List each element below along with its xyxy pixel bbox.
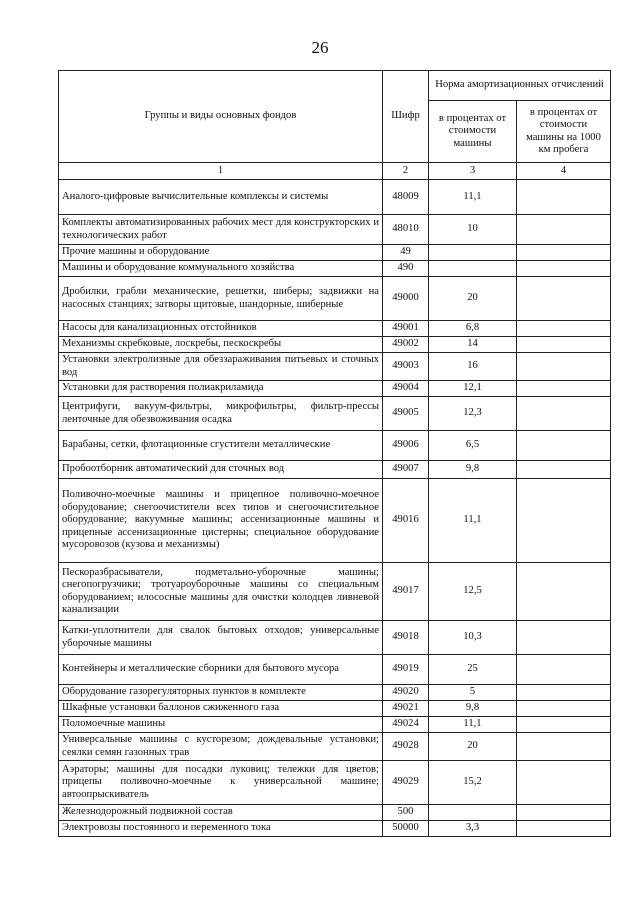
row-pct-cost: 12,1 [429, 381, 517, 397]
row-code: 49004 [383, 381, 429, 397]
table-row [59, 761, 611, 805]
table-row [59, 431, 611, 461]
row-code: 49000 [383, 277, 429, 321]
row-pct-cost: 5 [429, 685, 517, 701]
row-pct-cost: 20 [429, 277, 517, 321]
table-row [59, 563, 611, 621]
table-row [59, 655, 611, 685]
row-name: Контейнеры и металлические сборники для бытового мусора [59, 655, 383, 685]
table-row [59, 277, 611, 321]
table-row [59, 717, 611, 733]
row-pct-cost: 12,3 [429, 397, 517, 431]
page-number: 26 [311, 38, 329, 57]
table-row [59, 821, 611, 837]
row-name: Центрифуги, вакуум-фильтры, микрофильтры, фильтр-прессы ленточные для обезвоживания осадка [59, 397, 383, 431]
row-pct-cost: 3,3 [429, 821, 517, 837]
row-pct-per-km [517, 431, 611, 461]
row-pct-cost [429, 805, 517, 821]
row-pct-per-km [517, 479, 611, 563]
row-code: 49021 [383, 701, 429, 717]
row-pct-per-km [517, 353, 611, 381]
header-code: Шифр [383, 71, 429, 163]
row-pct-per-km [517, 761, 611, 805]
row-name: Установки электролизные для обеззараживания питьевых и сточных вод [59, 353, 383, 381]
row-pct-per-km [517, 621, 611, 655]
row-name: Аэраторы; машины для посадки луковиц; тележки для цветов; прицепы поливочно-моечные к универсальной машине; автоопрыскиватель [59, 761, 383, 805]
row-name: Железнодорожный подвижной состав [59, 805, 383, 821]
row-pct-per-km [517, 461, 611, 479]
row-pct-per-km [517, 261, 611, 277]
row-name: Комплекты автоматизированных рабочих мест для конструкторских и технологических работ [59, 215, 383, 245]
row-pct-per-km [517, 337, 611, 353]
header-norm: Норма амортизационных отчислений [429, 71, 611, 101]
row-code: 48010 [383, 215, 429, 245]
row-pct-cost: 6,8 [429, 321, 517, 337]
row-pct-per-km [517, 277, 611, 321]
table-row [59, 215, 611, 245]
row-code: 49029 [383, 761, 429, 805]
row-code: 49 [383, 245, 429, 261]
row-pct-per-km [517, 805, 611, 821]
col-number-3: 3 [429, 163, 517, 180]
row-pct-cost: 14 [429, 337, 517, 353]
row-pct-per-km [517, 180, 611, 215]
row-code: 49018 [383, 621, 429, 655]
table-row [59, 337, 611, 353]
row-name: Установки для растворения полиакриламида [59, 381, 383, 397]
row-name: Электровозы постоянного и переменного тока [59, 821, 383, 837]
row-pct-cost: 11,1 [429, 180, 517, 215]
row-pct-per-km [517, 733, 611, 761]
table-row [59, 321, 611, 337]
row-pct-cost: 9,8 [429, 701, 517, 717]
row-pct-cost [429, 245, 517, 261]
row-pct-cost: 25 [429, 655, 517, 685]
row-pct-cost: 15,2 [429, 761, 517, 805]
table-row [59, 461, 611, 479]
row-code: 49028 [383, 733, 429, 761]
row-pct-per-km [517, 245, 611, 261]
row-pct-per-km [517, 563, 611, 621]
row-name: Катки-уплотнители для свалок бытовых отходов; универсальные уборочные машины [59, 621, 383, 655]
table-row [59, 733, 611, 761]
row-name: Универсальные машины с кусторезом; дождевальные установки; сеялки семян газонных трав [59, 733, 383, 761]
row-pct-cost: 12,5 [429, 563, 517, 621]
row-code: 49003 [383, 353, 429, 381]
row-pct-per-km [517, 655, 611, 685]
row-code: 49017 [383, 563, 429, 621]
row-code: 49020 [383, 685, 429, 701]
row-name: Дробилки, грабли механические, решетки, шиберы; задвижки на насосных станциях; затворы щитовые, шандорные, шиберные [59, 277, 383, 321]
row-code: 49002 [383, 337, 429, 353]
col-number-1: 1 [59, 163, 383, 180]
row-code: 49016 [383, 479, 429, 563]
depreciation-norms-table [58, 70, 611, 837]
row-name: Аналого-цифровые вычислительные комплексы и системы [59, 180, 383, 215]
row-pct-per-km [517, 821, 611, 837]
row-pct-per-km [517, 321, 611, 337]
row-pct-cost [429, 261, 517, 277]
table-row [59, 685, 611, 701]
row-name: Насосы для канализационных отстойников [59, 321, 383, 337]
row-name: Оборудование газорегуляторных пунктов в комплекте [59, 685, 383, 701]
table-row [59, 353, 611, 381]
header-pct-per-km: в процентах от стоимости машины на 1000 км пробега [517, 101, 611, 163]
table-row [59, 621, 611, 655]
row-name: Поливочно-моечные машины и прицепное поливочно-моечное оборудование; снегоочистители всех типов и снегоочистительное оборудование; вакуумные машины; ассенизационные машины и прицепные ассенизационные цистерны; специальное оборудование мусоровозов (кузова и механизмы) [59, 479, 383, 563]
row-code: 49001 [383, 321, 429, 337]
row-pct-per-km [517, 685, 611, 701]
row-name: Шкафные установки баллонов сжиженного газа [59, 701, 383, 717]
row-pct-per-km [517, 397, 611, 431]
row-pct-per-km [517, 701, 611, 717]
row-pct-cost: 20 [429, 733, 517, 761]
row-pct-per-km [517, 381, 611, 397]
row-pct-cost: 11,1 [429, 717, 517, 733]
table-row [59, 397, 611, 431]
row-name: Пробоотборник автоматический для сточных вод [59, 461, 383, 479]
row-code: 49024 [383, 717, 429, 733]
row-name: Механизмы скребковые, лоскребы, пескоскребы [59, 337, 383, 353]
row-pct-cost: 9,8 [429, 461, 517, 479]
table-row [59, 701, 611, 717]
row-code: 49019 [383, 655, 429, 685]
row-name: Пескоразбрасыватели, подметально-уборочные машины; снегопогрузчики; тротуароуборочные машины со специальным оборудованием; илососные машины для очистки колодцев ливневой канализации [59, 563, 383, 621]
row-code: 500 [383, 805, 429, 821]
header-pct-cost: в процентах от стоимости машины [429, 101, 517, 163]
table-row [59, 245, 611, 261]
row-name: Машины и оборудование коммунального хозяйства [59, 261, 383, 277]
row-code: 490 [383, 261, 429, 277]
col-number-2: 2 [383, 163, 429, 180]
table-row [59, 261, 611, 277]
row-code: 50000 [383, 821, 429, 837]
table-row [59, 805, 611, 821]
row-code: 48009 [383, 180, 429, 215]
row-pct-cost: 11,1 [429, 479, 517, 563]
row-name: Барабаны, сетки, флотационные сгустители металлические [59, 431, 383, 461]
row-pct-cost: 6,5 [429, 431, 517, 461]
row-code: 49007 [383, 461, 429, 479]
table-row [59, 381, 611, 397]
col-number-4: 4 [517, 163, 611, 180]
row-pct-cost: 16 [429, 353, 517, 381]
row-pct-cost: 10 [429, 215, 517, 245]
row-code: 49005 [383, 397, 429, 431]
row-name: Прочие машины и оборудование [59, 245, 383, 261]
row-code: 49006 [383, 431, 429, 461]
header-groups: Группы и виды основных фондов [59, 71, 383, 163]
table-row [59, 180, 611, 215]
row-name: Поломоечные машины [59, 717, 383, 733]
row-pct-per-km [517, 215, 611, 245]
table-row [59, 479, 611, 563]
row-pct-per-km [517, 717, 611, 733]
row-pct-cost: 10,3 [429, 621, 517, 655]
